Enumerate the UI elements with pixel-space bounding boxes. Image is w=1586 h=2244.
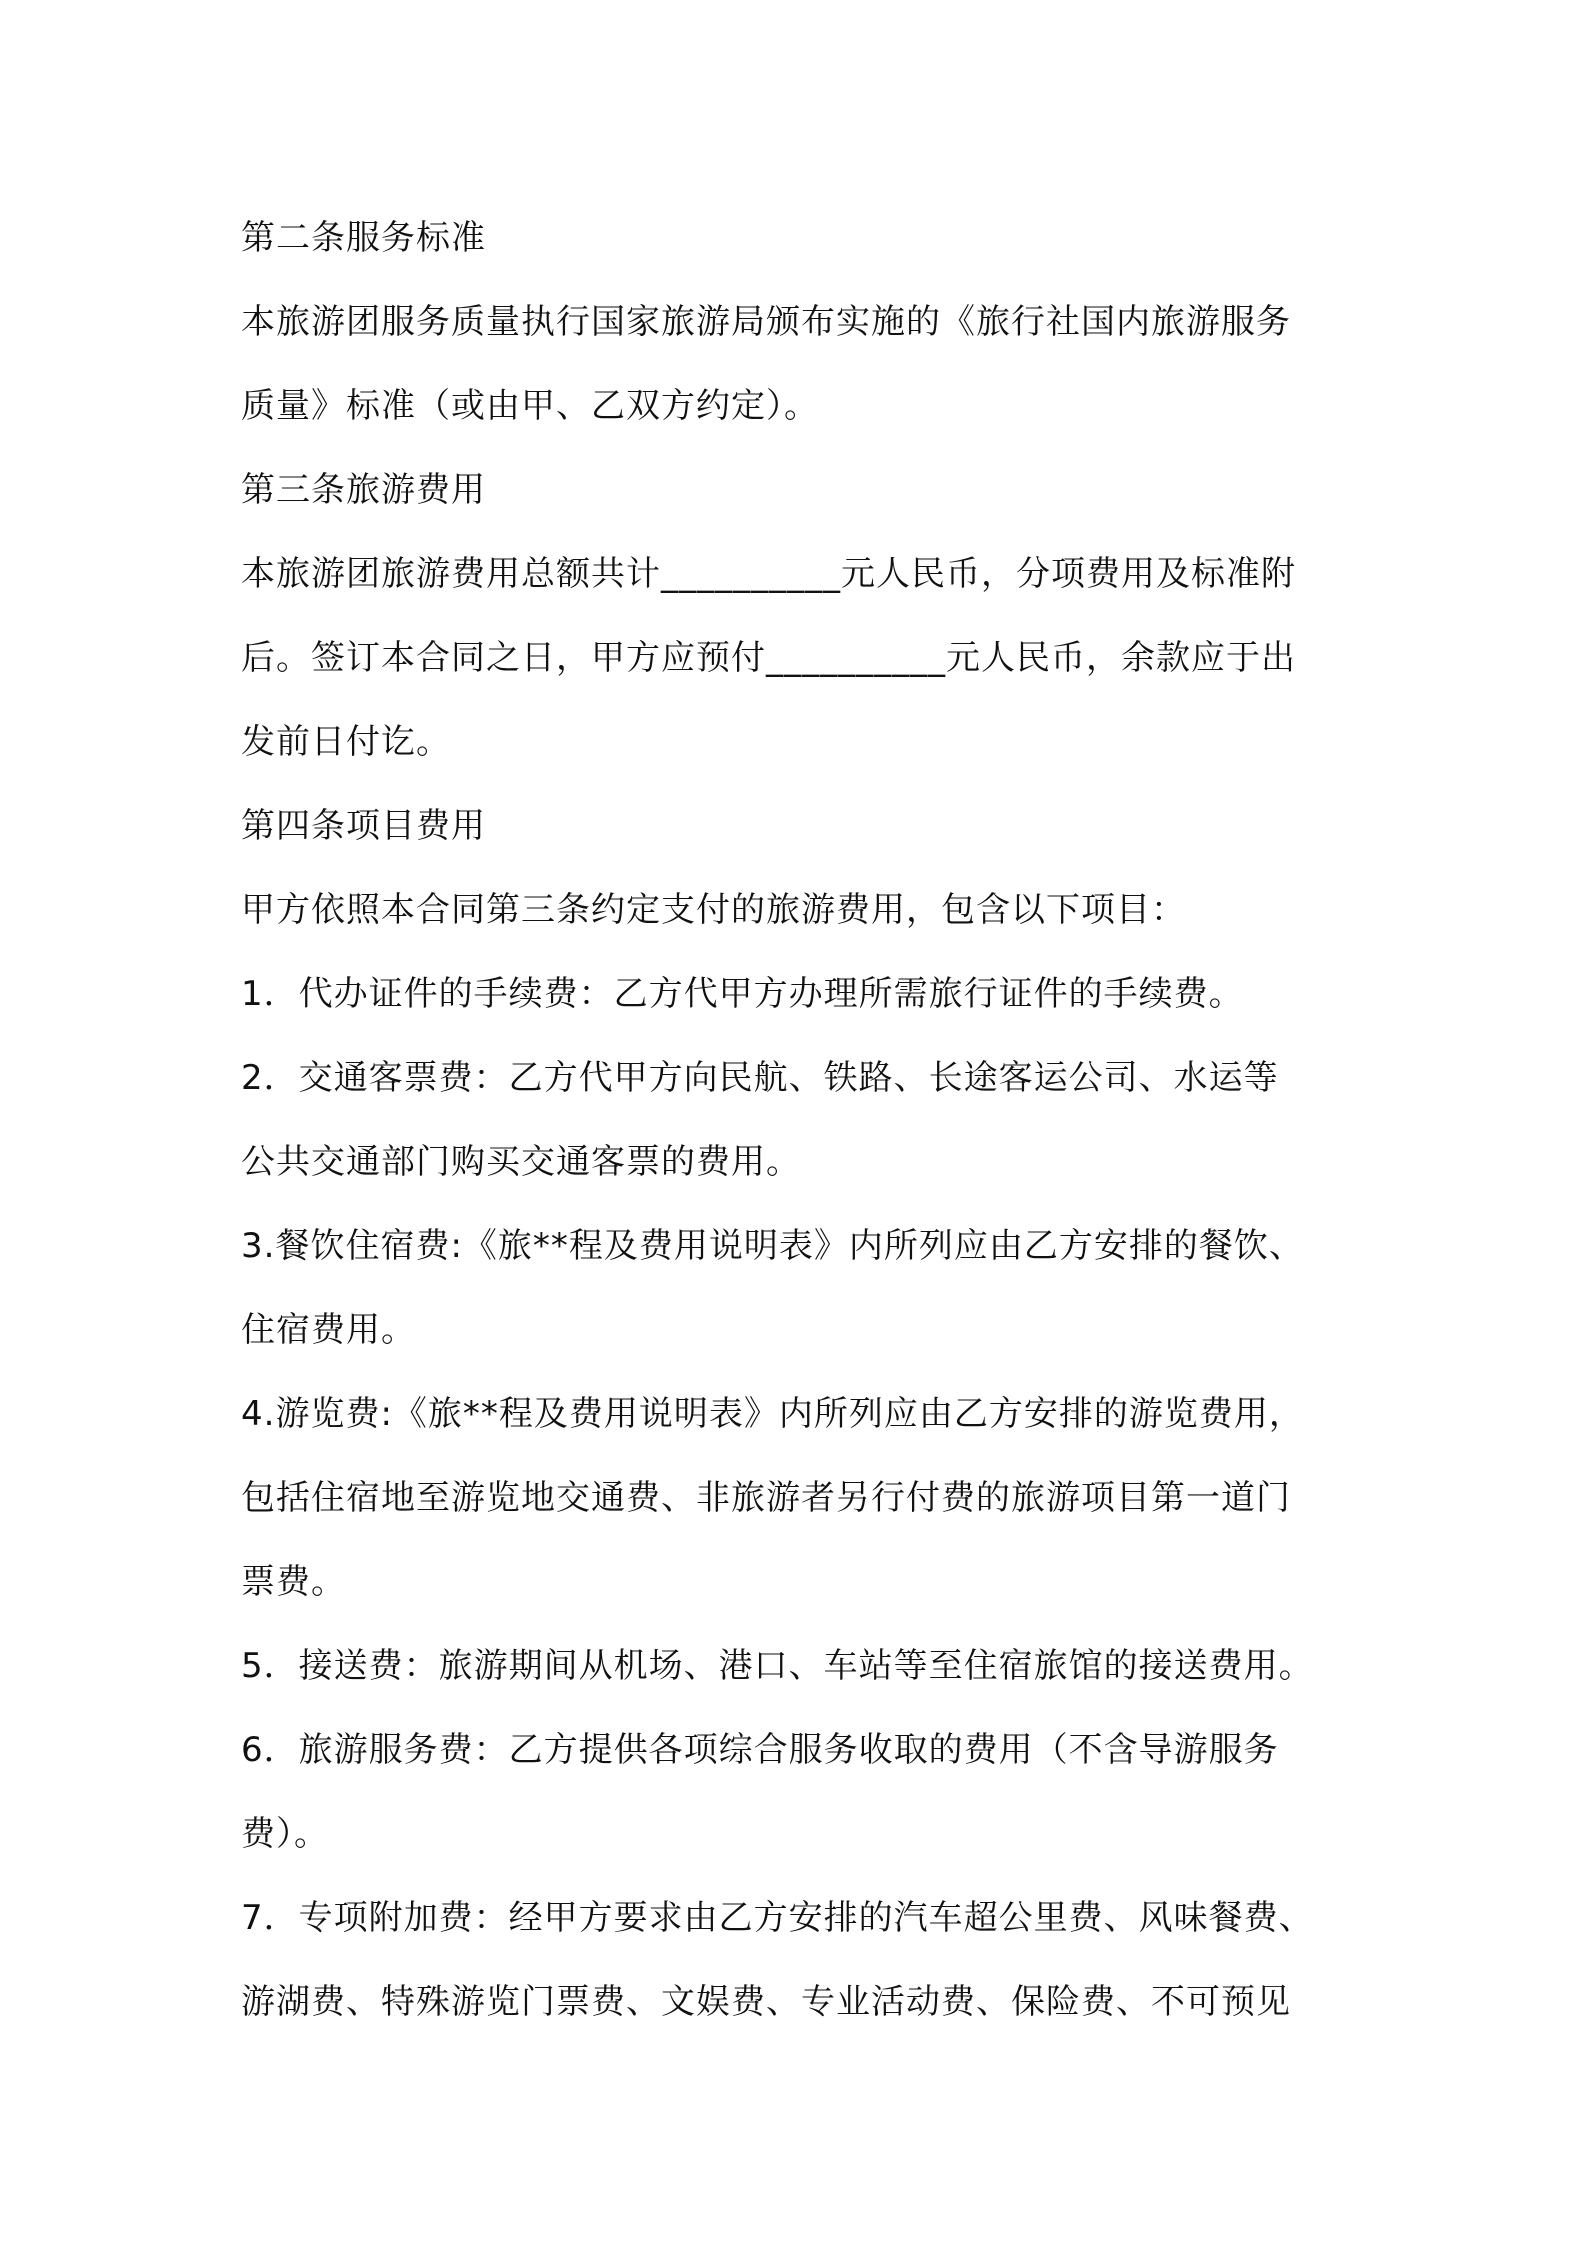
paragraph-line: 发前日付讫。 bbox=[241, 722, 451, 762]
section-heading-2: 第二条服务标准 bbox=[241, 218, 486, 258]
paragraph-line: 后。签订本合同之日，甲方应预付__________元人民币，余款应于出 bbox=[241, 638, 1296, 678]
list-item-6-cont: 费）。 bbox=[241, 1814, 329, 1854]
list-item-4-cont: 票费。 bbox=[241, 1562, 346, 1602]
list-item-2: 2．交通客票费：乙方代甲方向民航、铁路、长途客运公司、水运等 bbox=[241, 1058, 1279, 1098]
section-heading-3: 第三条旅游费用 bbox=[241, 470, 486, 510]
list-item-1: 1．代办证件的手续费：乙方代甲方办理所需旅行证件的手续费。 bbox=[241, 974, 1244, 1014]
paragraph-line: 本旅游团服务质量执行国家旅游局颁布实施的《旅行社国内旅游服务 bbox=[241, 302, 1291, 342]
list-item-6: 6．旅游服务费：乙方提供各项综合服务收取的费用（不含导游服务 bbox=[241, 1730, 1279, 1770]
list-item-7: 7．专项附加费：经甲方要求由乙方安排的汽车超公里费、风味餐费、 bbox=[241, 1898, 1314, 1938]
list-item-5: 5．接送费：旅游期间从机场、港口、车站等至住宿旅馆的接送费用。 bbox=[241, 1646, 1314, 1686]
paragraph-line: 本旅游团旅游费用总额共计__________元人民币，分项费用及标准附 bbox=[241, 554, 1296, 594]
list-item-4-cont: 包括住宿地至游览地交通费、非旅游者另行付费的旅游项目第一道门 bbox=[241, 1478, 1291, 1518]
list-item-4: 4.游览费:《旅**程及费用说明表》内所列应由乙方安排的游览费用， bbox=[241, 1394, 1304, 1434]
paragraph-line: 甲方依照本合同第三条约定支付的旅游费用，包含以下项目： bbox=[241, 890, 1186, 930]
paragraph-line: 质量》标准（或由甲、乙双方约定）。 bbox=[241, 386, 819, 426]
section-heading-4: 第四条项目费用 bbox=[241, 806, 486, 846]
list-item-7-cont: 游湖费、特殊游览门票费、文娱费、专业活动费、保险费、不可预见 bbox=[241, 1982, 1291, 2022]
list-item-3-cont: 住宿费用。 bbox=[241, 1310, 416, 1350]
list-item-2-cont: 公共交通部门购买交通客票的费用。 bbox=[241, 1142, 801, 1182]
document-page bbox=[241, 196, 1361, 2044]
list-item-3: 3.餐饮住宿费:《旅**程及费用说明表》内所列应由乙方安排的餐饮、 bbox=[241, 1226, 1304, 1266]
